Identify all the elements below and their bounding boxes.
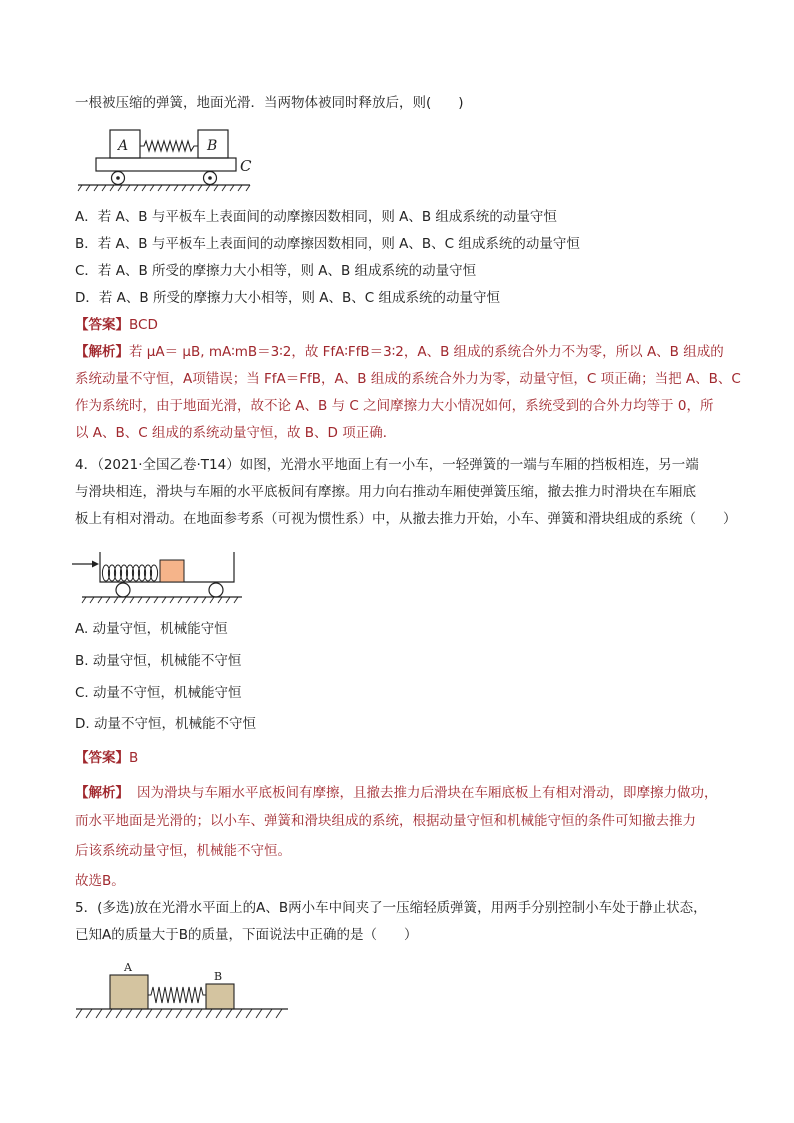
q3-analysis-line-4: 以 A、B、C 组成的系统动量守恒，故 B、D 项正确． [75, 425, 397, 441]
q3-fig-label-b: B [207, 138, 218, 154]
q4-option-a: A. 动量守恒，机械能守恒 [75, 621, 228, 637]
q4-answer [75, 749, 138, 767]
q3-analysis-line-2: 系统动量不守恒，A项错误；当 FfA＝FfB，A、B 组成的系统合外力为零，动量守恒，C 项正确；当把 A、B、C [75, 371, 741, 387]
q3-answer-label: 【答案】 [75, 317, 129, 333]
q4-stem-line-1: 4．（2021·全国乙卷·T14）如图，光滑水平地面上有一小车，一轻弹簧的一端与车厢的挡板相连，另一端 [75, 457, 699, 473]
q5-stem-line-2: 已知A的质量大于B的质量，下面说法中正确的是（ ） [75, 927, 418, 943]
q4-analysis-label: 【解析】 [75, 785, 129, 801]
q3-analysis-text-1: 若 μA＝ μB, mA∶mB＝3∶2，故 FfA∶FfB＝3∶2，A、B 组成的系统合外力不为零，所以 A、B 组成的 [129, 344, 724, 360]
q5-stem-line-1: 5．(多选)放在光滑水平面上的A、B两小车中间夹了一压缩轻质弹簧，用两手分别控制小车处于静止状态， [75, 900, 707, 916]
q3-analysis-line-3: 作为系统时，由于地面光滑，故不论 A、B 与 C 之间摩擦力大小情况如何，系统受到的合外力均等于 0，所 [75, 398, 714, 414]
q4-stem-line-3: 板上有相对滑动。在地面参考系（可视为惯性系）中，从撤去推力开始，小车、弹簧和滑块组成的系统（ ） [75, 511, 737, 527]
q3-fig-label-a: A [118, 138, 129, 154]
q4-figure-cart [72, 548, 242, 606]
q4-analysis-line-2: 而水平地面是光滑的；以小车、弹簧和滑块组成的系统，根据动量守恒和机械能守恒的条件可知撤去推力 [75, 813, 696, 829]
q4-option-d: D. 动量不守恒，机械能不守恒 [75, 716, 256, 732]
q4-analysis-text-1: 因为滑块与车厢水平底板间有摩擦，且撤去推力后滑块在车厢底板上有相对滑动，即摩擦力做功， [137, 785, 718, 801]
q3-answer [75, 316, 158, 334]
q3-answer-value: BCD [129, 317, 158, 333]
q4-conclusion: 故选B。 [75, 873, 125, 889]
q3-stem: 一根被压缩的弹簧，地面光滑．当两物体被同时释放后，则( ) [75, 95, 464, 111]
q3-fig-label-c: C [240, 157, 252, 175]
q3-figure-cart [74, 124, 264, 194]
q3-option-d: D．若 A、B 所受的摩擦力大小相等，则 A、B、C 组成系统的动量守恒 [75, 290, 500, 306]
q4-analysis-line-3: 后该系统动量守恒，机械能不守恒。 [75, 843, 291, 859]
q3-analysis-line-1 [75, 343, 724, 361]
q5-figure-carts [72, 958, 292, 1026]
q4-answer-label: 【答案】 [75, 750, 129, 766]
q4-option-c: C. 动量不守恒，机械能守恒 [75, 685, 242, 701]
q3-analysis-label: 【解析】 [75, 344, 129, 360]
q3-option-b: B．若 A、B 与平板车上表面间的动摩擦因数相同，则 A、B、C 组成系统的动量守恒 [75, 236, 580, 252]
q3-option-a: A．若 A、B 与平板车上表面间的动摩擦因数相同，则 A、B 组成系统的动量守恒 [75, 209, 557, 225]
q4-option-b: B. 动量守恒，机械能不守恒 [75, 653, 242, 669]
q5-fig-label-a: A [124, 961, 132, 974]
q4-analysis-line-1 [75, 784, 718, 802]
q4-stem-line-2: 与滑块相连，滑块与车厢的水平底板间有摩擦。用力向右推动车厢使弹簧压缩，撤去推力时滑块在车厢底 [75, 484, 696, 500]
q5-fig-label-b: B [214, 970, 223, 983]
q3-option-c: C．若 A、B 所受的摩擦力大小相等，则 A、B 组成系统的动量守恒 [75, 263, 477, 279]
q4-answer-value: B [129, 750, 139, 766]
